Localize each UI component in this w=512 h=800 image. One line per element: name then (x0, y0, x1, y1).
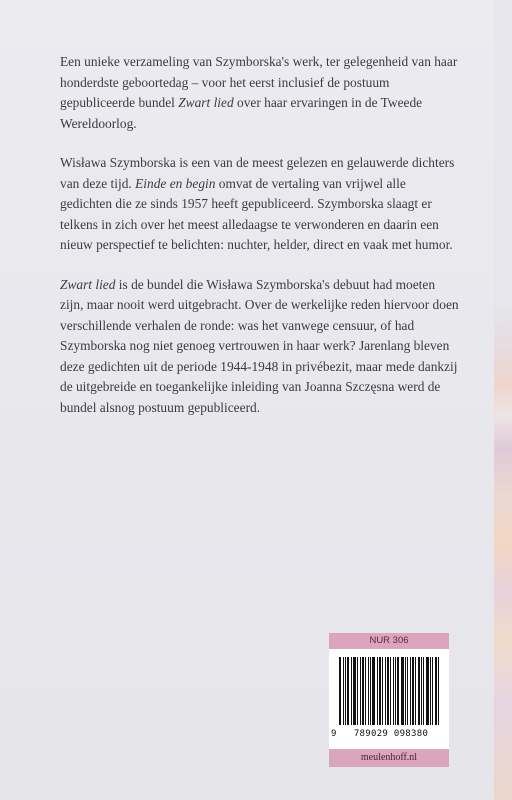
barcode-bar (370, 657, 371, 725)
barcode-bar (387, 657, 389, 725)
barcode-bar (379, 657, 381, 725)
isbn-number: 789029 098380 (353, 729, 429, 739)
barcode-bar (393, 657, 394, 725)
barcode-bar (377, 657, 378, 725)
barcode-bar (401, 657, 404, 725)
blurb-text (60, 52, 460, 437)
barcode-bar (345, 657, 346, 725)
barcode-bar (347, 657, 349, 725)
barcode-bar (418, 657, 420, 725)
blurb-paragraph-3: Zwart lied is de bundel die Wisława Szymborska's debuut had moeten zijn, maar nooit werd uitgebracht. Over de werkelijke reden hiervoor doen verschillende verhalen de ronde: was het vanwege censuur, of had Szymborska nog niet genoeg vertrouwen in haar werk? Jarenlang bleven deze gedichten uit de periode 1944-1948 in privébezit, maar mede dankzij de uitgebreide en toegankelijke inleiding van Joanna Szczęsna werd de bundel alsnog postuum gepubliceerd. (60, 276, 459, 415)
barcode-icon (339, 657, 443, 725)
cover-edge-decoration (494, 0, 512, 800)
barcode-bar (438, 657, 439, 725)
barcode-bar (397, 657, 399, 725)
barcode-bar (430, 657, 431, 725)
blurb-paragraph-1: Een unieke verzameling van Szymborska's werk, ter gelegenheid van haar honderdste geboortedag – voor het eerst inclusief de postuum gepubliceerde bundel Zwart lied over haar ervaringen in de Tweede Wereldoorlog. (60, 54, 458, 131)
barcode-bar (357, 657, 358, 725)
barcode-bar (382, 657, 383, 725)
book-title-italic: Zwart lied (60, 276, 116, 292)
barcode-bar (423, 657, 424, 725)
barcode-bar (372, 657, 375, 725)
book-title-italic: Einde en begin (135, 175, 216, 191)
barcode-bar (405, 657, 406, 725)
barcode-bar (426, 657, 429, 725)
barcode-bar (362, 657, 364, 725)
barcode-bar (368, 657, 369, 725)
barcode-bar (410, 657, 411, 725)
nur-code: NUR 306 (329, 633, 449, 649)
barcode-bar (421, 657, 422, 725)
barcode-bar (360, 657, 361, 725)
book-title-italic: Zwart lied (178, 95, 234, 110)
barcode-bar (385, 657, 386, 725)
barcode-bar (339, 657, 341, 725)
barcode-bar (343, 657, 344, 725)
barcode-bar (390, 657, 391, 725)
barcode-bar (353, 657, 356, 725)
barcode-bar (351, 657, 352, 725)
barcode-bar (432, 657, 433, 725)
barcode-bar (415, 657, 416, 725)
barcode-area (329, 649, 449, 749)
blurb-paragraph-2: Wisława Szymborska is een van de meest gelezen en gelauwerde dichters van deze tijd. Einde en begin omvat de vertaling van vrijwel alle gedichten die ze sinds 1957 heeft gepubliceerd. Szymborska slaagt er telkens in zich over het meest alledaagse te verwonderen en daarin een nieuw perspectief te belichten: nuchter, helder, direct en vaak met humor. (60, 155, 455, 252)
barcode-label (329, 633, 449, 767)
barcode-bar (435, 657, 437, 725)
barcode-bar (412, 657, 414, 725)
barcode-bar (395, 657, 396, 725)
barcode-bar (407, 657, 408, 725)
publisher-url: meulenhoff.nl (329, 749, 449, 767)
barcode-bar (365, 657, 366, 725)
isbn-lead-digit: 9 (331, 729, 337, 739)
